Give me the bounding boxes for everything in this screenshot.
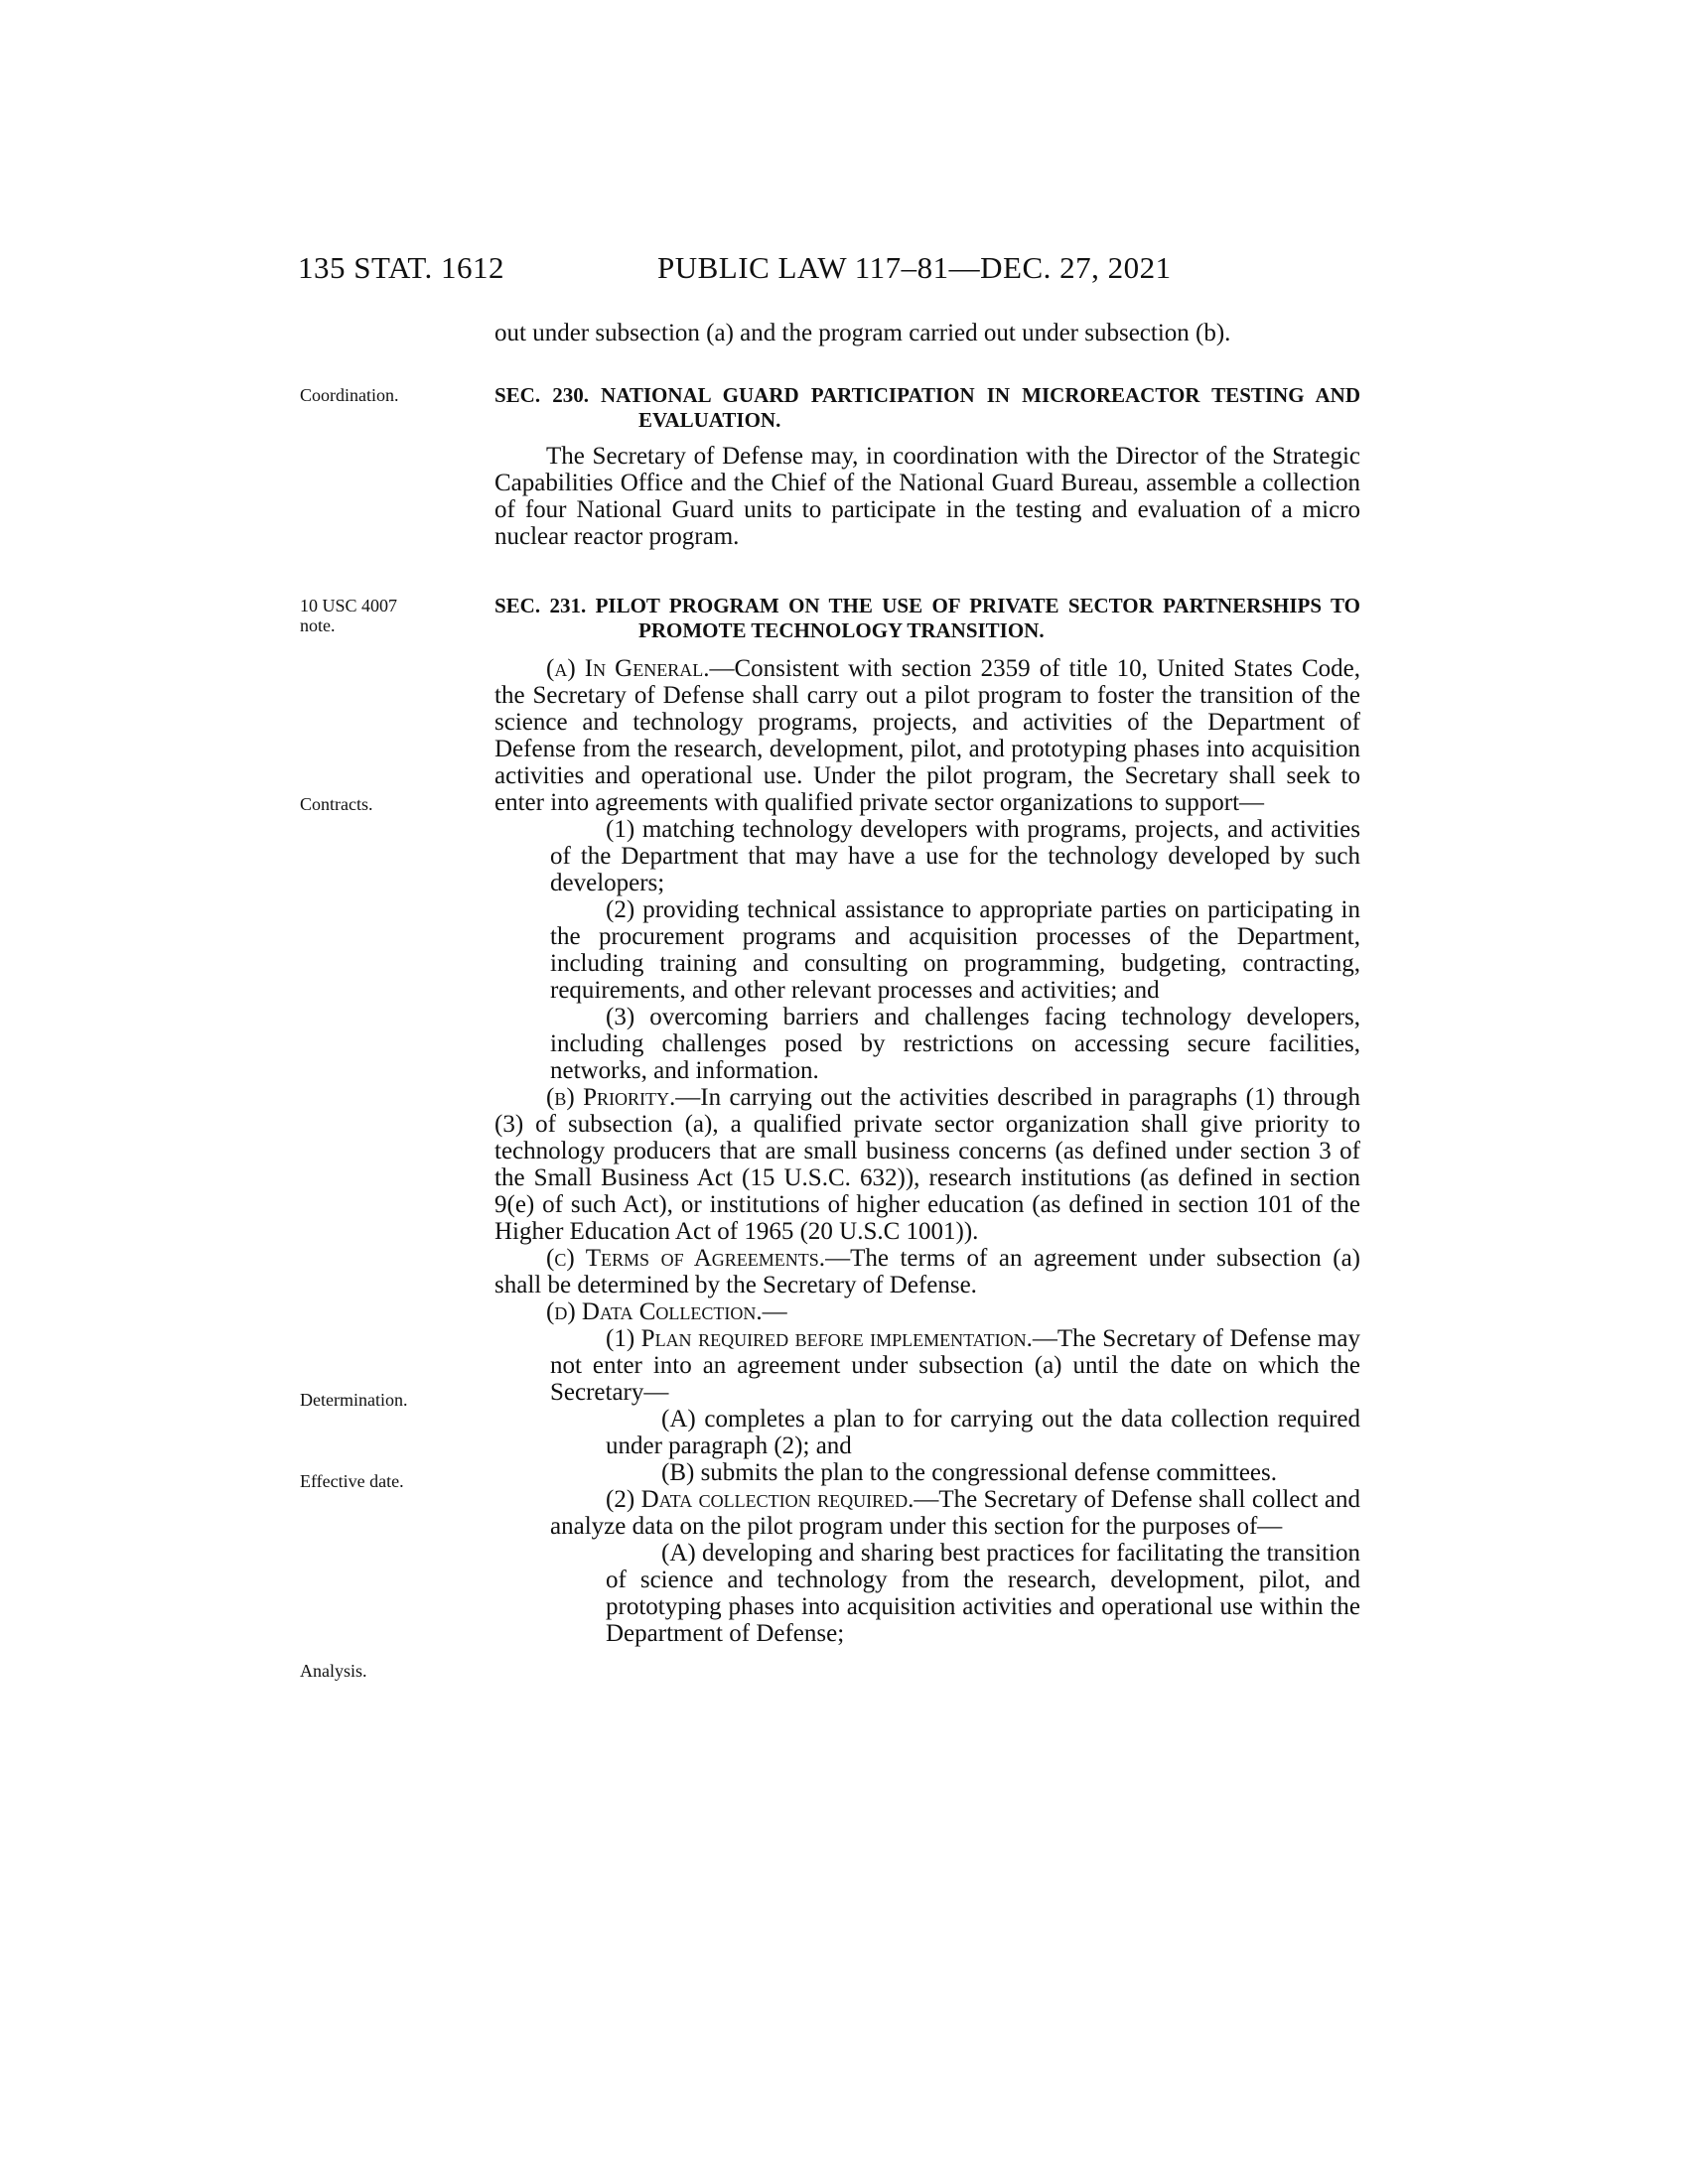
paragraph-d1-label: (1) Plan required before implementation. [606,1325,1033,1352]
margin-note-usc [300,596,397,635]
margin-note-analysis: Analysis. [300,1661,367,1681]
continuation-paragraph: out under subsection (a) and the program carried out under subsection (b). [494,320,1231,346]
paragraph-a2: (2) providing technical assistance to appropriate parties on participating in the procurement programs and acquisition processes of the Department, including training and consulting on programming, budgeting, contracting, requirements, and other relevant processes and activities; and [550,896,1360,1004]
page-header [298,250,1350,290]
paragraph-d1-text: —The Secretary of Defense may not enter into an agreement under subsection (a) until the date on which the Secretary— [550,1325,1360,1406]
subsection-d-label: (d) Data Collection. [546,1298,763,1325]
subsection-a-label: (a) In General. [546,655,710,682]
section-230-body [494,443,1360,550]
subsection-b-label: (b) Priority. [546,1084,676,1111]
subparagraph-d1A: (A) completes a plan to for carrying out the data collection required under paragraph (2); and [606,1406,1360,1459]
subsection-c-text: —The terms of an agreement under subsection (a) shall be determined by the Secretary of Defense. [494,1245,1360,1298]
margin-note-contracts: Contracts. [300,794,373,814]
paragraph-d2 [550,1486,1360,1540]
margin-note-effective-date: Effective date. [300,1471,404,1491]
statute-page-number: 135 STAT. 1612 [298,250,505,285]
paragraph-d2-text: —The Secretary of Defense shall collect and analyze data on the pilot program under this section for the purposes of— [550,1486,1360,1540]
margin-note-usc-line2: note. [300,615,336,635]
subsection-a [494,655,1360,816]
margin-note-determination: Determination. [300,1390,408,1410]
paragraph-d2-label: (2) Data collection required. [606,1486,914,1513]
paragraph-a3: (3) overcoming barriers and challenges facing technology developers, including challenges posed by restrictions on accessing secure facilities, networks, and information. [550,1004,1360,1084]
section-230-heading [494,383,1360,433]
margin-note-coordination: Coordination. [300,385,399,405]
section-230-paragraph: The Secretary of Defense may, in coordination with the Director of the Strategic Capabilities Office and the Chief of the National Guard Bureau, assemble a collection of four National Guard units to participate in the testing and evaluation of a micro nuclear reactor program. [494,443,1360,550]
subparagraph-d1B: (B) submits the plan to the congressional defense committees. [661,1459,1277,1486]
paragraph-d1 [550,1325,1360,1406]
section-231-heading [494,594,1360,643]
public-law-title: PUBLIC LAW 117–81—DEC. 27, 2021 [657,250,1172,285]
margin-note-usc-line1: 10 USC 4007 [300,596,398,615]
section-231-heading-text: SEC. 231. PILOT PROGRAM ON THE USE OF PRIVATE SECTOR PARTNERSHIPS TO PROMOTE TECHNOLOGY TRANSITION. [494,594,1360,642]
paragraph-a1: (1) matching technology developers with programs, projects, and activities of the Department that may have a use for the technology developed by such developers; [550,816,1360,896]
subsection-d-text: — [762,1298,787,1325]
section-231-body [494,655,1360,1647]
section-230-heading-text: SEC. 230. NATIONAL GUARD PARTICIPATION IN MICROREACTOR TESTING AND EVALUATION. [494,383,1360,432]
subsection-a-text: —Consistent with section 2359 of title 10, United States Code, the Secretary of Defense shall carry out a pilot program to foster the transition of the science and technology programs, projects, and activities of the Department of Defense from the research, development, pilot, and prototyping phases into acquisition activities and operational use. Under the pilot program, the Secretary shall seek to enter into agreements with qualified private sector organizations to support— [494,655,1360,816]
subsection-b-text: —In carrying out the activities described in paragraphs (1) through (3) of subsection (a), a qualified private sector organization shall give priority to technology producers that are small business concerns (as defined under section 3 of the Small Business Act (15 U.S.C. 632)), research institutions (as defined in section 9(e) of such Act), or institutions of higher education (as defined in section 101 of the Higher Education Act of 1965 (20 U.S.C 1001)). [494,1084,1361,1245]
subsection-c-label: (c) Terms of Agreements. [546,1245,826,1272]
subsection-b [494,1084,1360,1245]
subsection-c [494,1245,1360,1298]
subsection-d [494,1298,1360,1325]
subparagraph-d2A: (A) developing and sharing best practices for facilitating the transition of science and technology from the research, development, pilot, and prototyping phases into acquisition activities and operational use within the Department of Defense; [606,1540,1360,1647]
